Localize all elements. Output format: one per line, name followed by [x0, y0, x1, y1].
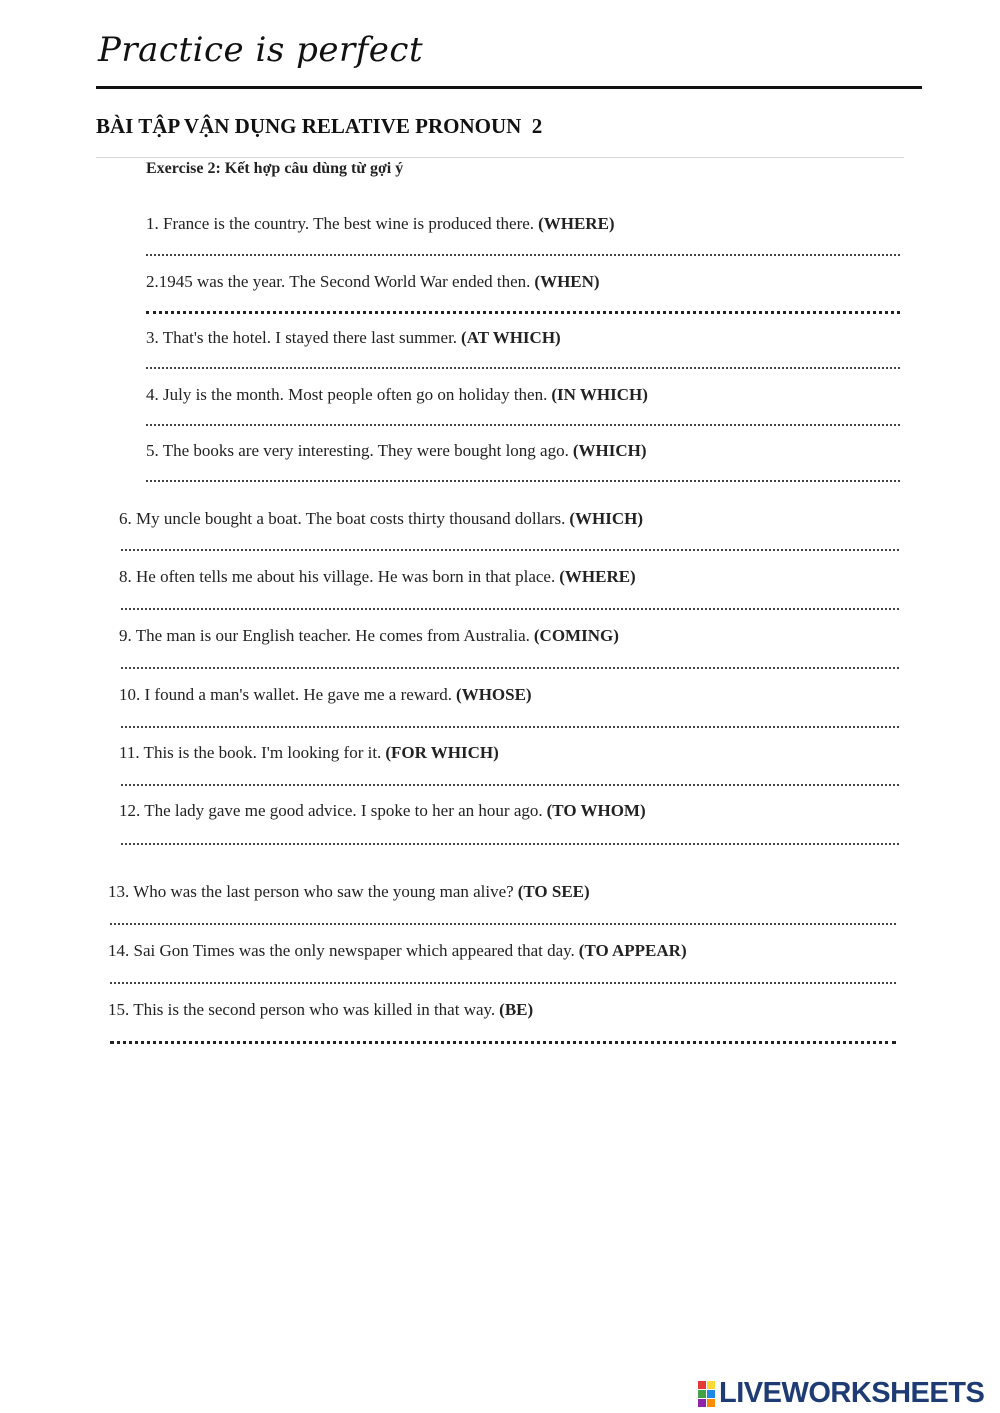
question-15 — [108, 1000, 533, 1020]
question-4 — [146, 385, 648, 405]
question-text: 3. That's the hotel. I stayed there last summer. — [146, 328, 458, 347]
answer-line-14[interactable] — [110, 982, 896, 984]
answer-line-9[interactable] — [121, 667, 899, 669]
question-text: 10. I found a man's wallet. He gave me a reward. — [119, 685, 453, 704]
logo-block — [698, 1390, 706, 1398]
question-cue: (BE) — [499, 1000, 534, 1019]
logo-block — [707, 1390, 715, 1398]
question-cue: (IN WHICH) — [551, 385, 648, 404]
answer-line-11[interactable] — [121, 784, 899, 786]
logo-block — [698, 1399, 706, 1407]
header-script-title: Practice is perfect — [98, 30, 424, 70]
question-cue: (TO APPEAR) — [578, 941, 687, 960]
question-text: 5. The books are very interesting. They were bought long ago. — [146, 441, 569, 460]
question-cue: (WHOSE) — [456, 685, 532, 704]
question-text: 13. Who was the last person who saw the young man alive? — [108, 882, 514, 901]
logo-block — [707, 1399, 715, 1407]
question-text: 11. This is the book. I'm looking for it. — [119, 743, 382, 762]
question-cue: (AT WHICH) — [461, 328, 561, 347]
answer-line-5[interactable] — [146, 480, 900, 482]
answer-line-15[interactable] — [110, 1041, 896, 1044]
worksheet-title: BÀI TẬP VẬN DỤNG RELATIVE PRONOUN 2 — [96, 114, 543, 138]
question-cue: (TO WHOM) — [546, 801, 646, 820]
answer-line-8[interactable] — [121, 608, 899, 610]
logo-block — [707, 1381, 715, 1389]
question-14 — [108, 941, 687, 961]
question-text: 2.1945 was the year. The Second World War ended then. — [146, 272, 531, 291]
question-3 — [146, 328, 561, 348]
question-cue: (WHERE) — [559, 567, 636, 586]
exercise-heading: Exercise 2: Kết hợp câu dùng từ gợi ý — [146, 160, 404, 177]
question-cue: (COMING) — [533, 626, 619, 645]
question-text: 4. July is the month. Most people often go on holiday then. — [146, 385, 548, 404]
answer-line-3[interactable] — [146, 367, 900, 369]
question-8 — [119, 567, 636, 587]
answer-line-6[interactable] — [121, 549, 899, 551]
question-cue: (WHICH) — [569, 509, 644, 528]
question-text: 6. My uncle bought a boat. The boat costs thirty thousand dollars. — [119, 509, 566, 528]
question-text: 8. He often tells me about his village. He was born in that place. — [119, 567, 556, 586]
answer-line-2[interactable] — [146, 311, 900, 314]
question-cue: (WHICH) — [572, 441, 647, 460]
answer-line-13[interactable] — [110, 923, 896, 925]
question-text: 15. This is the second person who was killed in that way. — [108, 1000, 496, 1019]
question-12 — [119, 801, 646, 821]
logo-mark-icon — [698, 1381, 715, 1407]
question-2 — [146, 272, 600, 292]
question-text: 1. France is the country. The best wine is produced there. — [146, 214, 535, 233]
question-10 — [119, 685, 532, 705]
answer-line-4[interactable] — [146, 424, 900, 426]
logo-block — [698, 1381, 706, 1389]
question-9 — [119, 626, 619, 646]
question-11 — [119, 743, 499, 763]
header-divider — [96, 86, 922, 89]
section-divider — [96, 157, 904, 158]
question-text: 14. Sai Gon Times was the only newspaper which appeared that day. — [108, 941, 575, 960]
question-13 — [108, 882, 590, 902]
liveworksheets-logo[interactable] — [698, 1377, 984, 1410]
answer-line-1[interactable] — [146, 254, 900, 256]
question-cue: (WHERE) — [538, 214, 615, 233]
question-1 — [146, 214, 615, 234]
answer-line-12[interactable] — [121, 843, 899, 845]
question-text: 12. The lady gave me good advice. I spoke to her an hour ago. — [119, 801, 543, 820]
question-text: 9. The man is our English teacher. He comes from Australia. — [119, 626, 530, 645]
question-cue: (WHEN) — [534, 272, 600, 291]
answer-line-10[interactable] — [121, 726, 899, 728]
question-cue: (TO SEE) — [517, 882, 590, 901]
question-6 — [119, 509, 643, 529]
question-5 — [146, 441, 647, 461]
logo-text: LIVEWORKSHEETS — [719, 1377, 985, 1409]
question-cue: (FOR WHICH) — [385, 743, 499, 762]
